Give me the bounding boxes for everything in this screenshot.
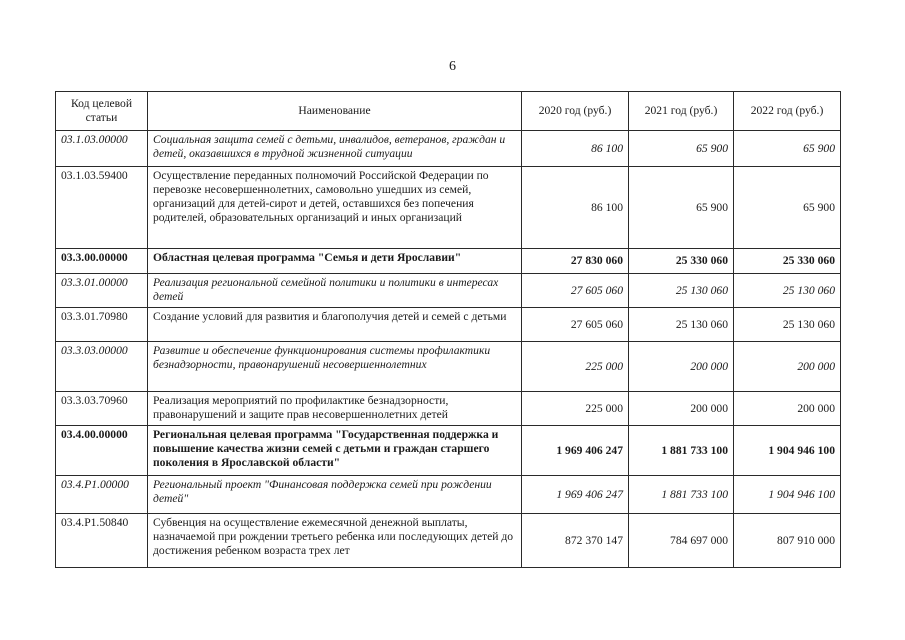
row-code: 03.1.03.00000: [56, 131, 148, 167]
row-value-2020: 1 969 406 247: [522, 426, 629, 476]
table-header-row: [56, 92, 841, 131]
row-value-2020: 27 830 060: [522, 249, 629, 274]
row-value-2021: 784 697 000: [629, 514, 734, 568]
table-row: [56, 426, 841, 476]
row-name: Региональный проект "Финансовая поддержка семей при рождении детей": [148, 476, 522, 514]
header-2020: 2020 год (руб.): [522, 92, 629, 131]
row-value-2021: 25 330 060: [629, 249, 734, 274]
row-value-2022: 25 330 060: [734, 249, 841, 274]
row-value-2020: 1 969 406 247: [522, 476, 629, 514]
header-name: Наименование: [148, 92, 522, 131]
table-row: [56, 308, 841, 342]
row-value-2022: 200 000: [734, 392, 841, 426]
row-name: Субвенция на осуществление ежемесячной денежной выплаты, назначаемой при рождении третьего ребенка или последующих детей до достижения ребенком возраста трех лет: [148, 514, 522, 568]
row-name: Создание условий для развития и благополучия детей и семей с детьми: [148, 308, 522, 342]
row-value-2022: 65 900: [734, 131, 841, 167]
row-value-2022: 25 130 060: [734, 274, 841, 308]
row-name: Социальная защита семей с детьми, инвалидов, ветеранов, граждан и детей, оказавшихся в трудной жизненной ситуации: [148, 131, 522, 167]
row-code: 03.3.03.70960: [56, 392, 148, 426]
row-name: Реализация мероприятий по профилактике безнадзорности, правонарушений и защите прав несовершеннолетних детей: [148, 392, 522, 426]
row-code: 03.3.01.00000: [56, 274, 148, 308]
row-name: Региональная целевая программа "Государственная поддержка и повышение качества жизни семей с детьми и граждан старшего поколения в Ярославской области": [148, 426, 522, 476]
row-value-2021: 200 000: [629, 342, 734, 392]
row-value-2020: 27 605 060: [522, 274, 629, 308]
row-value-2020: 86 100: [522, 131, 629, 167]
row-code: 03.1.03.59400: [56, 167, 148, 249]
row-value-2020: 27 605 060: [522, 308, 629, 342]
row-value-2022: 25 130 060: [734, 308, 841, 342]
row-value-2021: 25 130 060: [629, 274, 734, 308]
table-row: [56, 274, 841, 308]
row-name: Областная целевая программа "Семья и дети Ярославии": [148, 249, 522, 274]
table-row: [56, 342, 841, 392]
row-name: Реализация региональной семейной политики и политики в интересах детей: [148, 274, 522, 308]
row-value-2022: 807 910 000: [734, 514, 841, 568]
budget-table: [55, 91, 841, 568]
row-value-2021: 65 900: [629, 167, 734, 249]
row-code: 03.4.P1.00000: [56, 476, 148, 514]
table-row: [56, 476, 841, 514]
table-row: [56, 249, 841, 274]
row-value-2022: 200 000: [734, 342, 841, 392]
row-value-2021: 1 881 733 100: [629, 426, 734, 476]
row-code: 03.3.03.00000: [56, 342, 148, 392]
row-value-2022: 1 904 946 100: [734, 476, 841, 514]
row-name: Развитие и обеспечение функционирования системы профилактики безнадзорности, правонарушений несовершеннолетних: [148, 342, 522, 392]
row-name: Осуществление переданных полномочий Российской Федерации по перевозке несовершеннолетних, самовольно ушедших из семей, организаций для детей-сирот и детей, оставшихся без попечения родителей, образовательных организаций и иных организаций: [148, 167, 522, 249]
row-value-2022: 65 900: [734, 167, 841, 249]
row-value-2022: 1 904 946 100: [734, 426, 841, 476]
row-code: 03.4.00.00000: [56, 426, 148, 476]
page-number: 6: [449, 59, 456, 74]
table-row: [56, 514, 841, 568]
header-2021: 2021 год (руб.): [629, 92, 734, 131]
row-value-2021: 200 000: [629, 392, 734, 426]
row-value-2021: 1 881 733 100: [629, 476, 734, 514]
row-value-2021: 65 900: [629, 131, 734, 167]
row-code: 03.3.01.70980: [56, 308, 148, 342]
row-code: 03.4.P1.50840: [56, 514, 148, 568]
row-value-2020: 225 000: [522, 342, 629, 392]
row-value-2021: 25 130 060: [629, 308, 734, 342]
row-value-2020: 872 370 147: [522, 514, 629, 568]
row-code: 03.3.00.00000: [56, 249, 148, 274]
table-row: [56, 167, 841, 249]
table-row: [56, 392, 841, 426]
header-code: Код целевой статьи: [56, 92, 148, 131]
header-2022: 2022 год (руб.): [734, 92, 841, 131]
row-value-2020: 86 100: [522, 167, 629, 249]
table-row: [56, 131, 841, 167]
row-value-2020: 225 000: [522, 392, 629, 426]
